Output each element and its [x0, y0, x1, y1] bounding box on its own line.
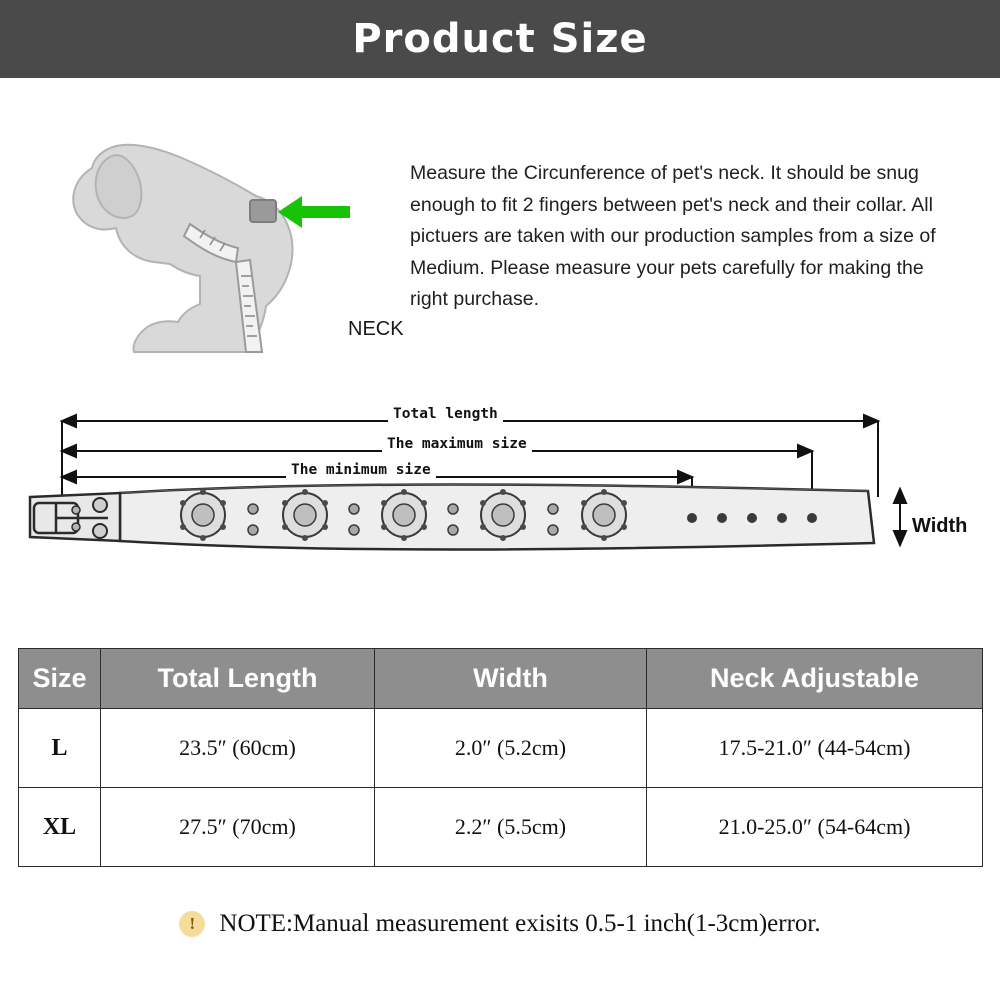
- label-maximum-size: The maximum size: [382, 436, 532, 452]
- dog-neck-diagram-svg: [50, 108, 380, 358]
- note-text: NOTE:Manual measurement exisits 0.5-1 inch(1-3cm)error.: [219, 910, 821, 937]
- neck-arrow-icon: [278, 196, 350, 228]
- column-header-neck-adjustable: Neck Adjustable: [647, 649, 983, 709]
- cell-neck-adjustable: 21.0-25.0″ (54-64cm): [647, 788, 983, 867]
- column-header-total-length: Total Length: [101, 649, 375, 709]
- cell-size: L: [19, 709, 101, 788]
- cell-total-length: 27.5″ (70cm): [101, 788, 375, 867]
- label-width: Width: [912, 515, 968, 537]
- note-row: [0, 910, 1000, 938]
- table-body: [19, 709, 983, 867]
- exclamation-icon: !: [179, 911, 205, 937]
- collar-marker: [250, 200, 276, 222]
- table-row: [19, 709, 983, 788]
- cell-size: XL: [19, 788, 101, 867]
- column-header-size: Size: [19, 649, 101, 709]
- page-header: [0, 0, 1000, 78]
- column-header-width: Width: [375, 649, 647, 709]
- neck-label: NECK: [348, 318, 404, 340]
- page-title: Product Size: [352, 16, 648, 62]
- label-total-length: Total length: [388, 406, 503, 422]
- cell-width: 2.0″ (5.2cm): [375, 709, 647, 788]
- table-header: [19, 649, 983, 709]
- table-row: [19, 788, 983, 867]
- label-minimum-size: The minimum size: [286, 462, 436, 478]
- collar-diagram-svg: [0, 385, 1000, 635]
- size-table: [18, 648, 983, 867]
- table-header-row: [19, 649, 983, 709]
- measurement-instructions-section: [0, 78, 1000, 378]
- cell-neck-adjustable: 17.5-21.0″ (44-54cm): [647, 709, 983, 788]
- dog-illustration: [50, 108, 404, 358]
- instruction-paragraph: Measure the Circunference of pet's neck. It should be snug enough to fit 2 fingers between pet's neck and their collar. All pictuers are taken with our production samples from a size of Medium. Please measure your pets carefully for making the right purchase.: [410, 162, 936, 311]
- cell-width: 2.2″ (5.5cm): [375, 788, 647, 867]
- collar-dimension-diagram: [0, 385, 1000, 635]
- cell-total-length: 23.5″ (60cm): [101, 709, 375, 788]
- collar-illustration: [30, 485, 874, 550]
